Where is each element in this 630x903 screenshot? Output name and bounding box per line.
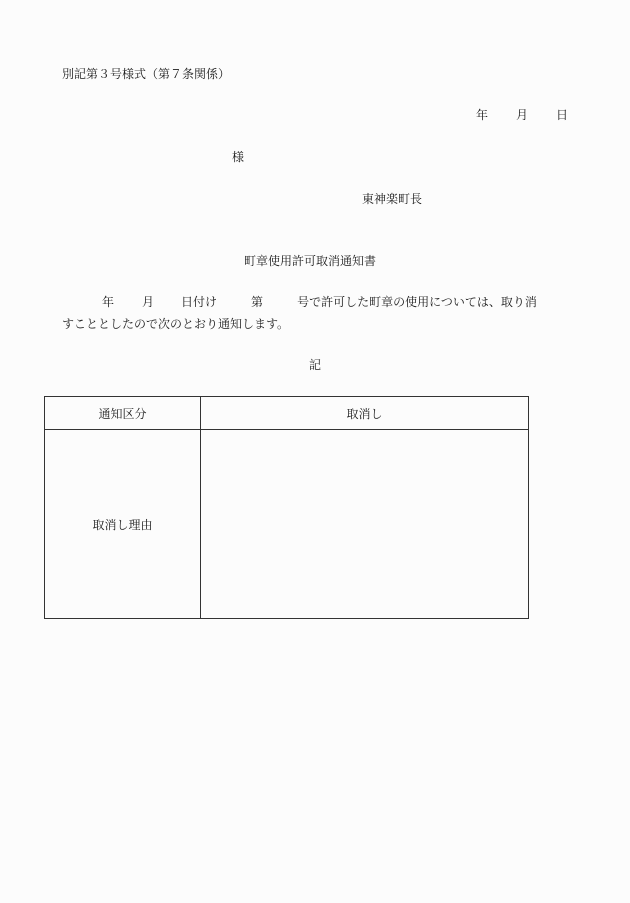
body-year: 年 bbox=[102, 295, 115, 309]
date-year-label: 年 bbox=[476, 108, 489, 122]
body-dated: 日付け bbox=[181, 295, 218, 309]
form-reference: 別記第３号様式（第７条関係） bbox=[62, 67, 231, 81]
notice-category-value: 取消し bbox=[201, 397, 529, 430]
notice-table bbox=[44, 396, 529, 619]
record-heading: 記 bbox=[309, 358, 322, 372]
date-line bbox=[476, 108, 568, 122]
body-number-prefix: 第 bbox=[251, 295, 264, 309]
date-month-label: 月 bbox=[516, 108, 529, 122]
table-row bbox=[45, 430, 529, 619]
table-row bbox=[45, 397, 529, 430]
body-month: 月 bbox=[142, 295, 155, 309]
issuer-name: 東神楽町長 bbox=[362, 192, 423, 206]
body-text-line-2: すこととしたので次のとおり通知します。 bbox=[62, 317, 290, 331]
document-title: 町章使用許可取消通知書 bbox=[244, 254, 377, 268]
body-line1-rest: 号で許可した町章の使用については、取り消 bbox=[297, 295, 537, 309]
body-text-line-1 bbox=[102, 295, 537, 309]
date-day-label: 日 bbox=[556, 108, 569, 122]
addressee-suffix: 様 bbox=[232, 150, 245, 164]
revocation-reason-label: 取消し理由 bbox=[45, 430, 201, 619]
notice-category-label: 通知区分 bbox=[45, 397, 201, 430]
revocation-reason-value bbox=[201, 430, 529, 619]
